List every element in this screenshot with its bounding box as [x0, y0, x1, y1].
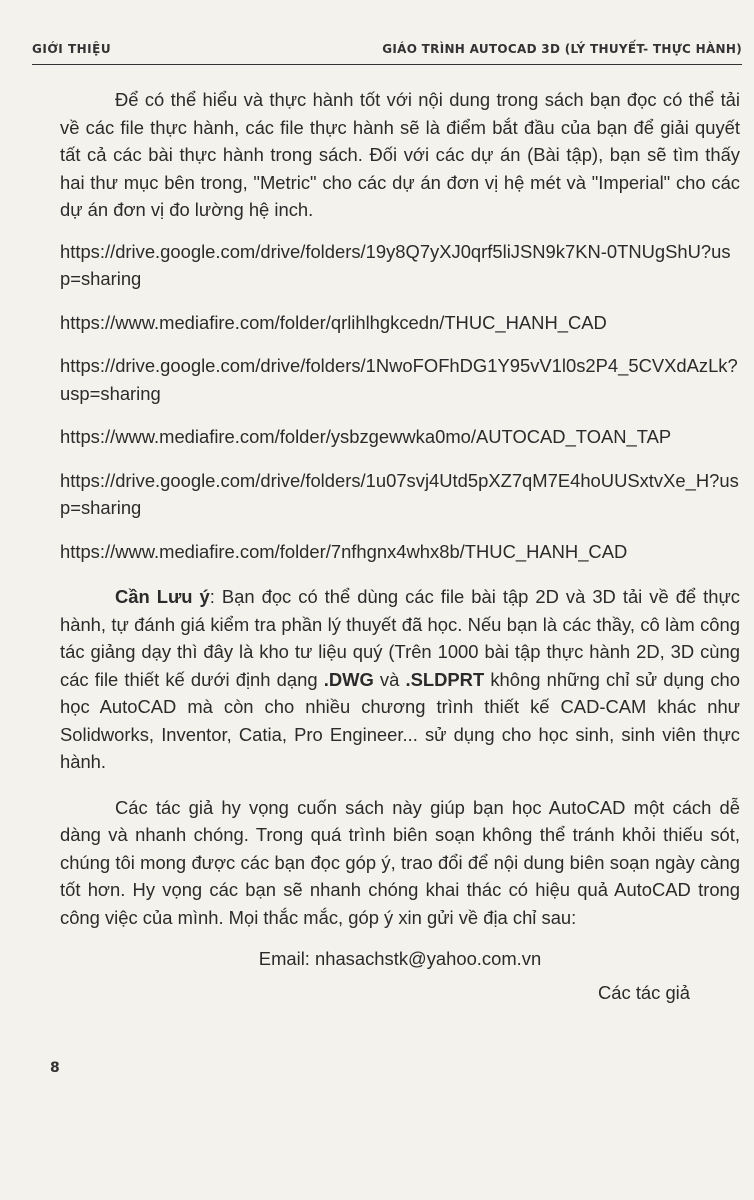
email-line: Email: nhasachstk@yahoo.com.vn	[258, 948, 542, 969]
intro-paragraph: Để có thể hiểu và thực hành tốt với nội dung trong sách bạn đọc có thể tải về các file thực hành, các file thực hành sẽ là điểm bắt đầu của bạn để giải quyết tất cả các bài thực hành trong sách. Đối với các dự án (Bài tập), bạn sẽ tìm thấy hai thư mục bên trong, "Metric" cho các dự án đơn vị hệ mét và "Imperial" cho các dự án đơn vị đo lường hệ inch.	[60, 89, 740, 220]
page-body	[60, 86, 740, 1006]
link-mediafire-1[interactable]: https://www.mediafire.com/folder/qrlihlhgkcedn/THUC_HANH_CAD	[60, 311, 607, 333]
header-book-title: GIÁO TRÌNH AUTOCAD 3D (LÝ THUYẾT- THỰC HÀNH)	[382, 42, 742, 56]
note-paragraph	[60, 583, 740, 776]
closing-paragraph: Các tác giả hy vọng cuốn sách này giúp bạn học AutoCAD một cách dễ dàng và nhanh chóng. Trong quá trình biên soạn không thể tránh khỏi thiếu sót, chúng tôi mong được các bạn đọc góp ý, trao đổi để nội dung biên soạn ngày càng tốt hơn. Hy vọng các bạn sẽ nhanh chóng khai thác có hiệu quả AutoCAD trong công việc của mình. Mọi thắc mắc, góp ý xin gửi về địa chỉ sau:	[60, 796, 740, 928]
link-drive-1[interactable]: https://drive.google.com/drive/folders/19y8Q7yXJ0qrf5liJSN9k7KN-0TNUgShU?usp=sharing	[60, 240, 731, 289]
format-sldprt: .SLDPRT	[405, 668, 485, 690]
note-label: Cần Lưu ý	[115, 586, 210, 607]
note-and: và	[373, 668, 406, 690]
signature: Các tác giả	[598, 981, 690, 1003]
header-section-title: GIỚI THIỆU	[32, 42, 112, 56]
note-text-2: không những chỉ sử dụng cho học AutoCAD mà còn cho nhiều chương trình thiết kế CAD-CAM khác như Solidworks, Inventor, Catia, Pro Engineer... sử dụng cho học sinh, sinh viên thực hành.	[60, 668, 740, 772]
link-mediafire-2[interactable]: https://www.mediafire.com/folder/ysbzgewwka0mo/AUTOCAD_TOAN_TAP	[60, 426, 672, 447]
running-header	[32, 38, 742, 65]
link-drive-3[interactable]: https://drive.google.com/drive/folders/1u07svj4Utd5pXZ7qM7E4hoUUSxtvXe_H?usp=sharing	[60, 469, 739, 518]
page-number: 8	[50, 1060, 60, 1076]
link-drive-2[interactable]: https://drive.google.com/drive/folders/1NwoFOFhDG1Y95vV1l0s2P4_5CVXdAzLk?usp=sharing	[60, 355, 738, 404]
link-mediafire-3[interactable]: https://www.mediafire.com/folder/7nfhgnx4whx8b/THUC_HANH_CAD	[60, 540, 628, 562]
format-dwg: .DWG	[323, 668, 374, 690]
note-text-1: : Bạn đọc có thể dùng các file bài tập 2D và 3D tải về để thực hành, tự đánh giá kiểm tra phần lý thuyết đã học. Nếu bạn là các thầy, cô làm công tác giảng dạy thì đây là kho tư liệu quý (Trên 1000 bài tập thực hành 2D, 3D cùng các file thiết kế dưới định dạng	[60, 586, 740, 690]
